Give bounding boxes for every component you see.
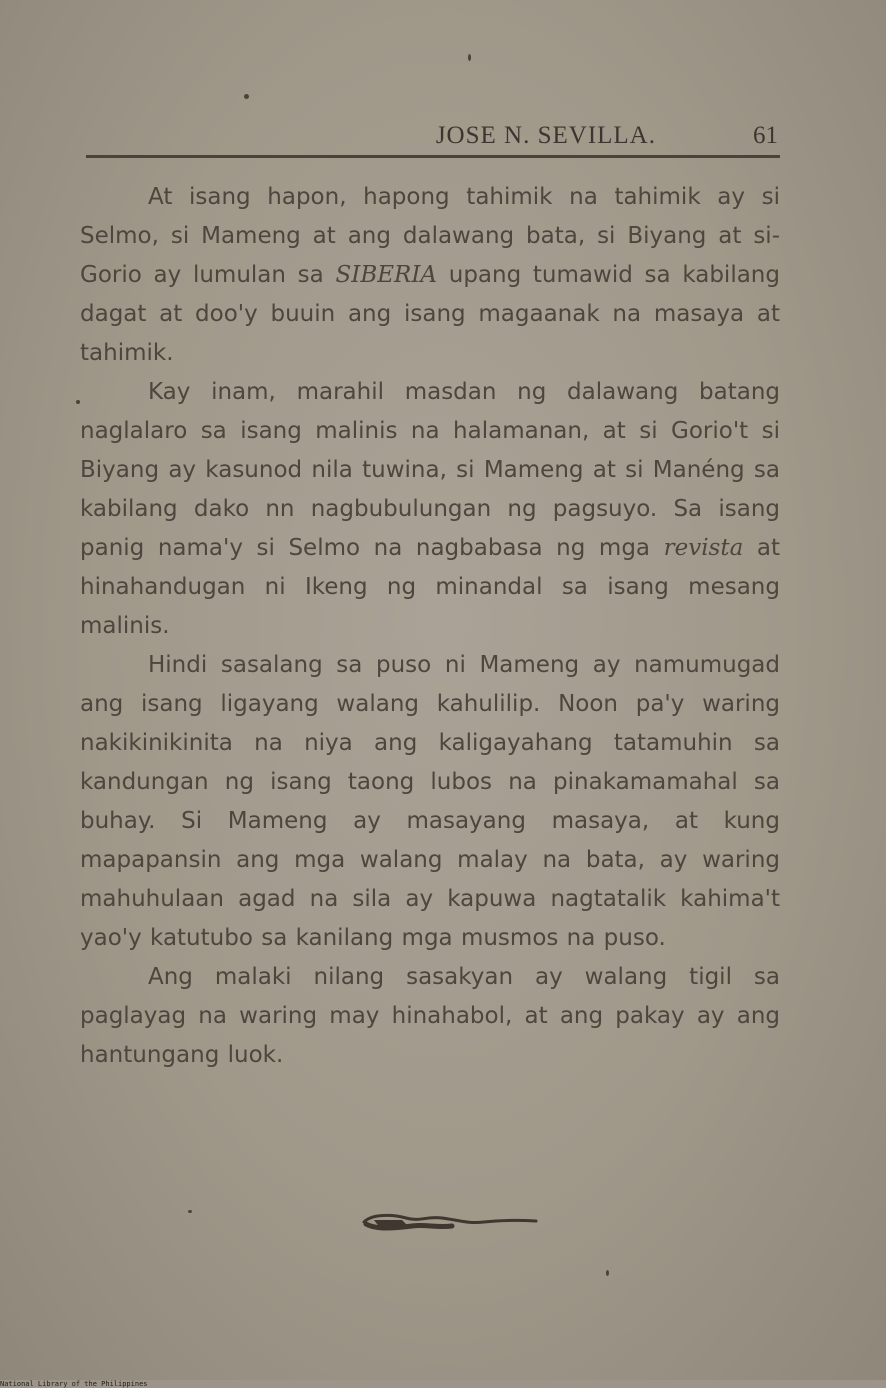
paragraph-4: Ang malaki nilang sasakyan ay walang tigil sa paglayag na waring may hinahabol, at ang pakay ay ang hantungang luok. <box>80 964 780 1068</box>
ink-speck <box>468 54 471 61</box>
header-rule <box>86 155 780 158</box>
end-ornament-icon <box>362 1208 538 1236</box>
paragraph-3: Hindi sasalang sa puso ni Mameng ay namumugad ang isang ligayang walang kahulilip. Noon pa'y waring nakikinikinita na niya ang kaligayahang tatamuhin sa kandungan ng isang taong lubos na pinakamamahal sa buhay. Si Mameng ay masayang masaya, at kung mapapansin ang mga walang malay na bata, ay waring mahuhulaan agad na sila ay kapuwa nagtatalik kahima't yao'y katutubo sa kanilang mga musmos na puso. <box>80 652 780 951</box>
page-header <box>86 118 780 158</box>
page-number: 61 <box>753 122 778 149</box>
ship-name: SIBERIA <box>335 262 438 288</box>
paragraph-1: At isang hapon, hapong tahimik na tahimik ay si Selmo, si Mameng at ang dalawang bata, si Biyang at si-Gorio ay lumulan sa SIBERIA upang tumawid sa kabilang dagat at doo'y buuin ang isang magaanak na masaya at tahimik. <box>80 184 780 366</box>
running-title: JOSE N. SEVILLA. <box>435 122 656 149</box>
ink-speck <box>606 1270 609 1276</box>
paragraph-2: Kay inam, marahil masdan ng dalawang batang naglalaro sa isang malinis na halamanan, at si Gorio't si Biyang ay kasunod nila tuwina, si Mameng at si Manéng sa kabilang dako nn nagbubulungan ng pagsuyo. Sa isang panig nama'y si Selmo na nagbabasa ng mga revista at hinahandugan ni Ikeng ng minandal sa isang mesang malinis. <box>80 379 780 639</box>
italic-word: revista <box>663 535 744 561</box>
ink-speck <box>188 1210 192 1213</box>
ink-speck <box>244 94 249 99</box>
body-text <box>80 178 780 1075</box>
library-credit: National Library of the Philippines <box>0 1380 148 1388</box>
